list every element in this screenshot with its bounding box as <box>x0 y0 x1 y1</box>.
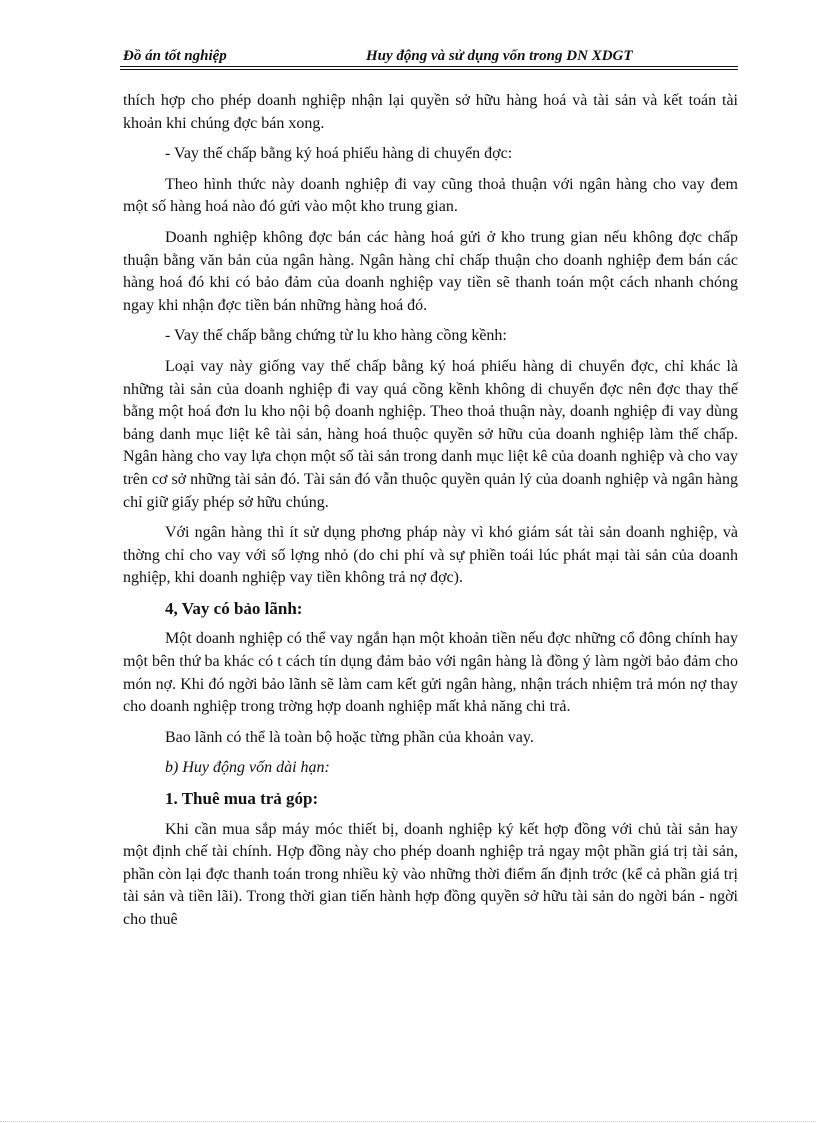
paragraph: Bao lãnh có thể là toàn bộ hoặc từng phần của khoản vay. <box>165 728 534 746</box>
paragraph: Với ngân hàng thì ít sử dụng phơng pháp này vì khó giám sát tài sản doanh nghiệp, và thờng chỉ cho vay với số lợng nhỏ (do chi phí và sự phiền toái lúc phát mại tài sản của doanh nghiệp, khi doanh nghiệp vay tiền không trả nợ đợc). <box>123 524 738 587</box>
bullet-item: - Vay thế chấp bằng ký hoá phiếu hàng di chuyển đợc: <box>165 145 513 163</box>
section-heading: 4, Vay có bảo lãnh: <box>165 598 303 618</box>
page-bottom-edge <box>0 1121 816 1122</box>
header-left-title: Đồ án tốt nghiệp <box>123 48 227 64</box>
paragraph: Khi cần mua sắp máy móc thiết bị, doanh nghiệp ký kết hợp đồng với chủ tài sản hay một định chế tài chính. Hợp đồng này cho phép doanh nghiệp trả ngay một phần giá trị tài sản, phần còn lại đợc thanh toán trong nhiều kỳ vào những thời điểm ấn định trớc (kể cả phần giá trị tài sản và tiền lãi). Trong thời gian tiến hành hợp đồng quyền sở hữu tài sản do ngời bán - ngời cho thuê <box>123 820 738 928</box>
paragraph: Loại vay này giống vay thế chấp bằng ký hoá phiếu hàng di chuyển đợc, chỉ khác là những tài sản của doanh nghiệp đi vay quá cồng kềnh không di chuyển đợc nên đợc thay thế bằng một hoá đơn lu kho nội bộ doanh nghiệp. Theo thoả thuận này, doanh nghiệp đi vay dùng bảng danh mục liệt kê tài sản, hàng hoá thuộc quyền sở hữu của doanh nghiệp làm thế chấp. Ngân hàng cho vay lựa chọn một số tài sản trong danh mục liệt kê của doanh nghiệp và cho vay trên cơ sở những tài sản đó. Tài sản đó vẫn thuộc quyền quản lý của doanh nghiệp và ngân hàng chỉ giữ giấy phép sở hữu chúng. <box>123 357 738 511</box>
paragraph: Một doanh nghiệp có thể vay ngắn hạn một khoản tiền nếu đợc những cổ đông chính hay một bên thứ ba khác có t cách tín dụng đảm bảo với ngân hàng là đồng ý làm ngời bảo đảm cho món nợ. Khi đó ngời bảo lãnh sẽ làm cam kết gửi ngân hàng, nhận trách nhiệm trả món nợ thay cho doanh nghiệp trong trờng hợp doanh nghiệp mất khả năng chi trả. <box>123 630 738 716</box>
document-body <box>123 90 738 940</box>
header-double-rule <box>120 66 738 70</box>
subsection-heading: b) Huy động vốn dài hạn: <box>165 759 330 777</box>
bullet-item: - Vay thế chấp bằng chứng từ lu kho hàng cồng kềnh: <box>165 327 507 345</box>
paragraph: Theo hình thức này doanh nghiệp đi vay cũng thoả thuận với ngân hàng cho vay đem một số hàng hoá nào đó gửi vào một kho trung gian. <box>123 175 738 216</box>
header-right-title: Huy động và sử dụng vốn trong DN XDGT <box>366 48 633 64</box>
paragraph: thích hợp cho phép doanh nghiệp nhận lại quyền sở hữu hàng hoá và tài sản và kết toán tài khoản khi chúng đợc bán xong. <box>123 92 738 132</box>
section-heading: 1. Thuê mua trả góp: <box>165 789 319 809</box>
paragraph: Doanh nghiệp không đợc bán các hàng hoá gửi ở kho trung gian nếu không đợc chấp thuận bằng văn bản của ngân hàng. Ngân hàng chỉ chấp thuận cho doanh nghiệp đem bán các hàng hoá đó khi có bảo đảm của doanh nghiệp vay tiền sẽ thanh toán một cách nhanh chóng ngay khi nhận đợc tiền bán những hàng hoá đó. <box>123 228 738 314</box>
